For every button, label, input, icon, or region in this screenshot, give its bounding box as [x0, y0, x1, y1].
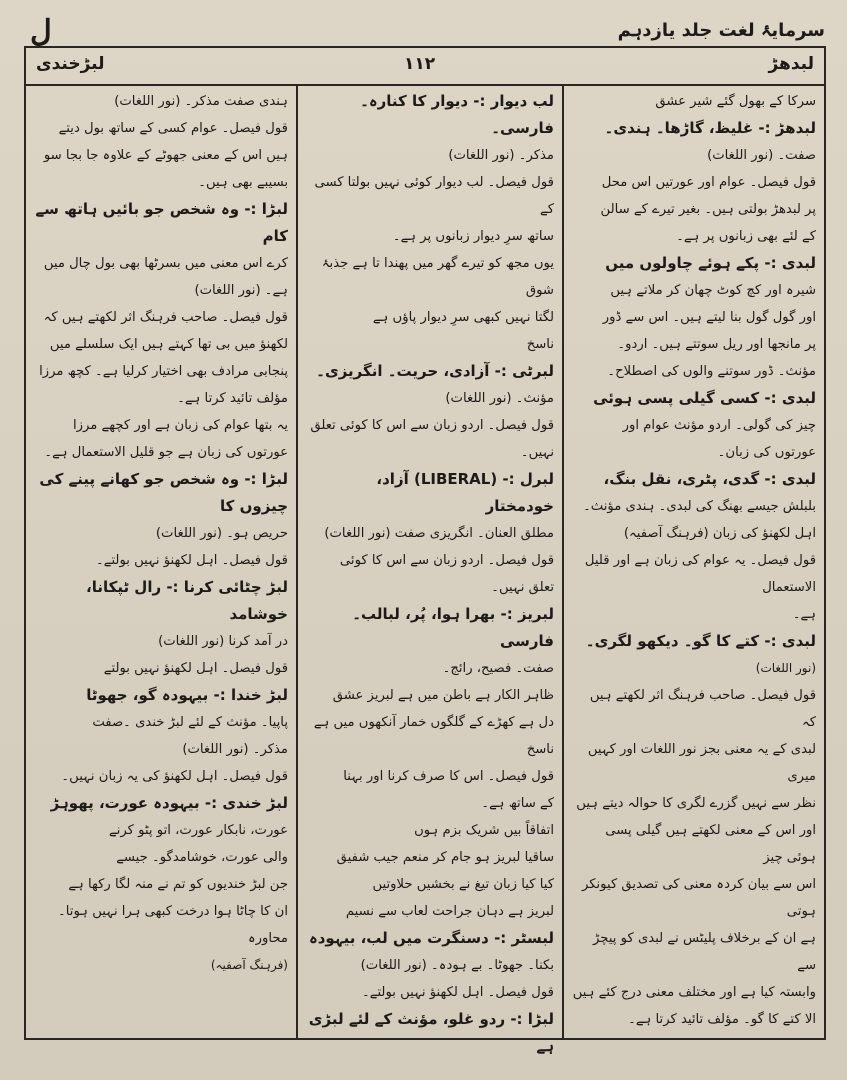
entry-line: اور اس کے معنی لکھتے ہیں گیلی پسی ہوئی چیز	[605, 823, 816, 865]
entry-line: (فرہنگ آصفیہ)	[210, 958, 288, 972]
column-left	[26, 84, 296, 1038]
entry-line: ہے ان کے برخلاف پلیٹس نے لبدی کو پیچڑ سے	[593, 931, 816, 973]
entry-line: اور گول گول بنا لیتے ہیں۔ اس سے ڈور	[602, 310, 816, 325]
entry-line: قول فیصل۔ اہل لکھنؤ نہیں بولتے۔	[362, 985, 554, 1000]
entry-line: نہیں۔	[520, 445, 554, 460]
column-right	[562, 84, 824, 1038]
entry-line: عورت، نابکار عورت، اتو پٹو کرنے	[109, 823, 288, 838]
entry-line: قول فیصل۔ عوام اور عورتیں اس محل	[601, 175, 816, 190]
entry-line: سرکا کے بھول گئے شیر عشق	[655, 94, 816, 109]
entry-line: والی عورت، خوشامدگو۔ جیسے	[116, 850, 288, 865]
page-frame	[24, 46, 826, 1055]
entry-line: قول فیصل۔ اردو زبان سے اس کا کوئی	[339, 553, 554, 568]
entry-line: در آمد کرنا (نور اللغات)	[158, 634, 288, 649]
entry-line: ہے۔ (نور اللغات)	[194, 283, 288, 298]
entry-line: صفت۔ فصیح، رائج۔	[442, 661, 554, 676]
entry-line: پاپیا۔ مؤنث کے لئے لبڑ خندی ۔صفت	[92, 715, 288, 730]
entry-line: وابستہ کیا ہے اور مختلف معنی درج کئے ہیں	[572, 985, 816, 1000]
entry-line: ہیں اس کے معنی جھوٹے کے علاوہ جا بجا سو	[43, 148, 288, 163]
entry-line: لبرٹی :- آزادی، حریت۔ انگریزی۔	[316, 362, 554, 380]
entry-line: اتفاقاً بیں شریک بزم ہوں	[414, 823, 554, 838]
entry-line: قول فیصل۔ یہ عوام کی زبان ہے اور قلیل الاستعمال	[584, 553, 816, 595]
entry-line: لبدھڑ :- غلیظ، گاڑھا۔ ہندی۔	[604, 119, 816, 137]
entry-line: قول فیصل۔ لب دیوار کوئی نہیں بولتا کسی کے	[314, 175, 554, 217]
entry-line: لبدی کے یہ معنی بجز نور اللغات اور کہیں میری	[587, 742, 816, 784]
entry-line: مذکر۔ (نور اللغات)	[448, 148, 554, 163]
entry-line: قول فیصل۔ اہل لکھنؤ کی یہ زبان نہیں۔	[61, 769, 288, 784]
entry-line: مذکر۔ (نور اللغات)	[182, 742, 288, 757]
entry-line: کیا کیا زبان تیغ نے بخشیں حلاوتیں	[372, 877, 554, 892]
entry-line: لبڑا :- ردو غلو، مؤنث کے لئے لبڑی ہے	[308, 1010, 554, 1055]
entry-line: لبریز :- بھرا ہوا، پُر، لبالب۔ فارسی	[352, 605, 554, 650]
entry-line: لبڑ خندی :- بیہودہ عورت، پھوہڑ	[50, 794, 288, 812]
entry-line: اہل لکھنؤ کی زبان (فرہنگ آصفیہ)	[623, 526, 816, 541]
entry-line: قول فیصل۔ اردو زبان سے اس کا کوئی تعلق	[310, 418, 554, 433]
entry-line: لبدی :- کتے کا گو۔ دیکھو لگری۔	[585, 632, 816, 650]
entry-line: لگتا نہیں کبھی سرِ دیوار پاؤں ہے	[372, 310, 554, 325]
running-title: سرمایۂ لغت جلد یازدہم	[617, 20, 825, 41]
entry-line: پر مانجھا اور ریل سوتتے ہیں۔ اردو۔	[617, 337, 816, 352]
entry-line: چیز کی گولی۔ اردو مؤنث عوام اور	[622, 418, 816, 433]
entry-line: یہ بتھا عوام کی زبان ہے اور کچھے مرزا	[72, 418, 288, 433]
entry-line: نظر سے نہیں گزرے لگری کا حوالہ دیتے ہیں	[576, 796, 816, 811]
entry-line: عورتوں کی زبان۔	[717, 445, 816, 460]
entry-line: مؤنث۔ ڈور سوتنے والوں کی اصطلاح۔	[607, 364, 816, 379]
entry-line: ان کا چاٹا ہوا درخت کبھی ہرا نہیں ہوتا۔ محاورہ	[58, 904, 288, 946]
entry-line: لبرل :- (LIBERAL) آزاد، خودمختار	[376, 470, 554, 515]
entry-line: کے لئے بھی زبانوں پر ہے۔	[676, 229, 816, 244]
entry-line: لبسٹر :- دسنگرت میں لب، بیہودہ	[308, 929, 554, 947]
entry-line: قول فیصل۔ اہل لکھنؤ نہیں بولتے۔	[96, 553, 288, 568]
entry-line: مؤلف تائید کرتا ہے۔	[177, 391, 288, 406]
header-row	[26, 48, 824, 86]
entry-line: لب دیوار :- دیوار کا کنارہ۔ فارسی۔	[360, 92, 554, 137]
entry-line: مطلق العنان۔ انگریزی صفت (نور اللغات)	[324, 526, 554, 541]
entry-line: بلبلش جیسے بھنگ کی لبدی۔ ہندی مؤنث۔	[583, 499, 816, 514]
entry-line: ساقیا لبریز ہو جام کر منعم جیب شفیق	[336, 850, 554, 865]
entry-line: لبڑا :- وہ شخص جو کھانے پینے کی چیزوں کا	[39, 470, 288, 515]
entry-line: لبڑ چٹائی کرنا :- رال ٹپکانا، خوشامد	[86, 578, 288, 623]
entry-line: بسیبے بھی ہیں۔	[198, 175, 288, 190]
entry-line: لبریز ہے دہان جراحت لعاب سے نسیم	[345, 904, 554, 919]
entry-line: قول فیصل۔ صاحب فرہنگ اثر لکھتے ہیں کہ	[43, 310, 288, 325]
corner-letter: ل	[30, 14, 52, 49]
entry-line: شیرہ اور کچ کوٹ چھان کر ملاتے ہیں	[610, 283, 816, 298]
entry-line: ناسخ	[526, 337, 554, 352]
entry-line: دل ہے کھڑے کے گلگوں خمار آنکھوں میں ہے ناسخ	[313, 715, 554, 757]
entry-line: ظاہر الکار ہے باطن میں ہے لبریز عشق	[332, 688, 554, 703]
entry-line: صفت۔ (نور اللغات)	[707, 148, 816, 163]
page-top-line	[20, 14, 825, 50]
entry-line: ہندی صفت مذکر۔ (نور اللغات)	[114, 94, 288, 109]
header-first-word: لبدھڑ	[768, 54, 814, 74]
entry-line: اس سے بیان کردہ معنی کی تصدیق کیونکر ہوتی	[581, 877, 816, 919]
column-middle	[296, 84, 562, 1055]
page-number: ۱۱۲	[404, 54, 436, 74]
entry-line: بکنا۔ جھوٹا۔ بے ہودہ۔ (نور اللغات)	[360, 958, 554, 973]
entry-line: پر لبدھڑ بولتی ہیں۔ بغیر تیرے کے سالن	[600, 202, 816, 217]
entry-line: یوں مجھ کو تیرے گھر میں پھندا تا ہے جذبۂ شوق	[321, 256, 554, 298]
entry-line: الا کتے کا گو۔ مؤلف تائید کرتا ہے۔	[628, 1012, 816, 1027]
entry-line: قول فیصل۔ عوام کسی کے ساتھ بول دیتے	[58, 121, 288, 136]
entry-line: عورتوں کی زبان ہے جو قلیل الاستعمال ہے۔	[44, 445, 288, 460]
entry-line: لبدی :- گدی، پٹری، نقل بنگ،	[603, 470, 816, 488]
entry-line: قول فیصل۔ اہل لکھنؤ نہیں بولتے	[103, 661, 288, 676]
entry-line: کرے اس معنی میں بسرٹھا بھی بول چال میں	[43, 256, 288, 271]
entry-line: پنجابی مرادف بھی اختیار کرلیا ہے۔ کچھ مرزا	[39, 364, 288, 379]
entry-line: تعلق نہیں۔	[491, 580, 554, 595]
entry-line: لبدی :- کسی گیلی پسی ہوئی	[593, 389, 816, 407]
entry-line: لبڑ خندا :- بیہودہ گو، جھوٹا	[86, 686, 288, 704]
entry-line: قول فیصل۔ صاحب فرہنگ اثر لکھتے ہیں کہ	[589, 688, 816, 730]
entry-line: حریص ہو۔ (نور اللغات)	[155, 526, 288, 541]
entry-line: (نور اللغات)	[755, 661, 816, 675]
header-last-word: لبڑخندی	[36, 54, 105, 74]
entry-line: ساتھ سرِ دیوار زبانوں پر ہے۔	[392, 229, 554, 244]
entry-line: ہے۔	[792, 607, 816, 622]
entry-line: لبڑا :- وہ شخص جو بائیں ہاتھ سے کام	[35, 200, 288, 245]
entry-line: مؤنث۔ (نور اللغات)	[445, 391, 554, 406]
entry-line: لبدی :- پکے ہوئے چاولوں میں	[605, 254, 816, 272]
entry-line: لکھنؤ میں بی تھا کہتے ہیں ایک سلسلے میں	[49, 337, 288, 352]
entry-line: قول فیصل۔ اس کا صرف کرنا اور بہنا	[343, 769, 554, 784]
entry-line: کے ساتھ ہے۔	[481, 796, 554, 811]
entry-line: جن لبڑ خندیوں کو تم نے منہ لگا رکھا ہے	[68, 877, 288, 892]
